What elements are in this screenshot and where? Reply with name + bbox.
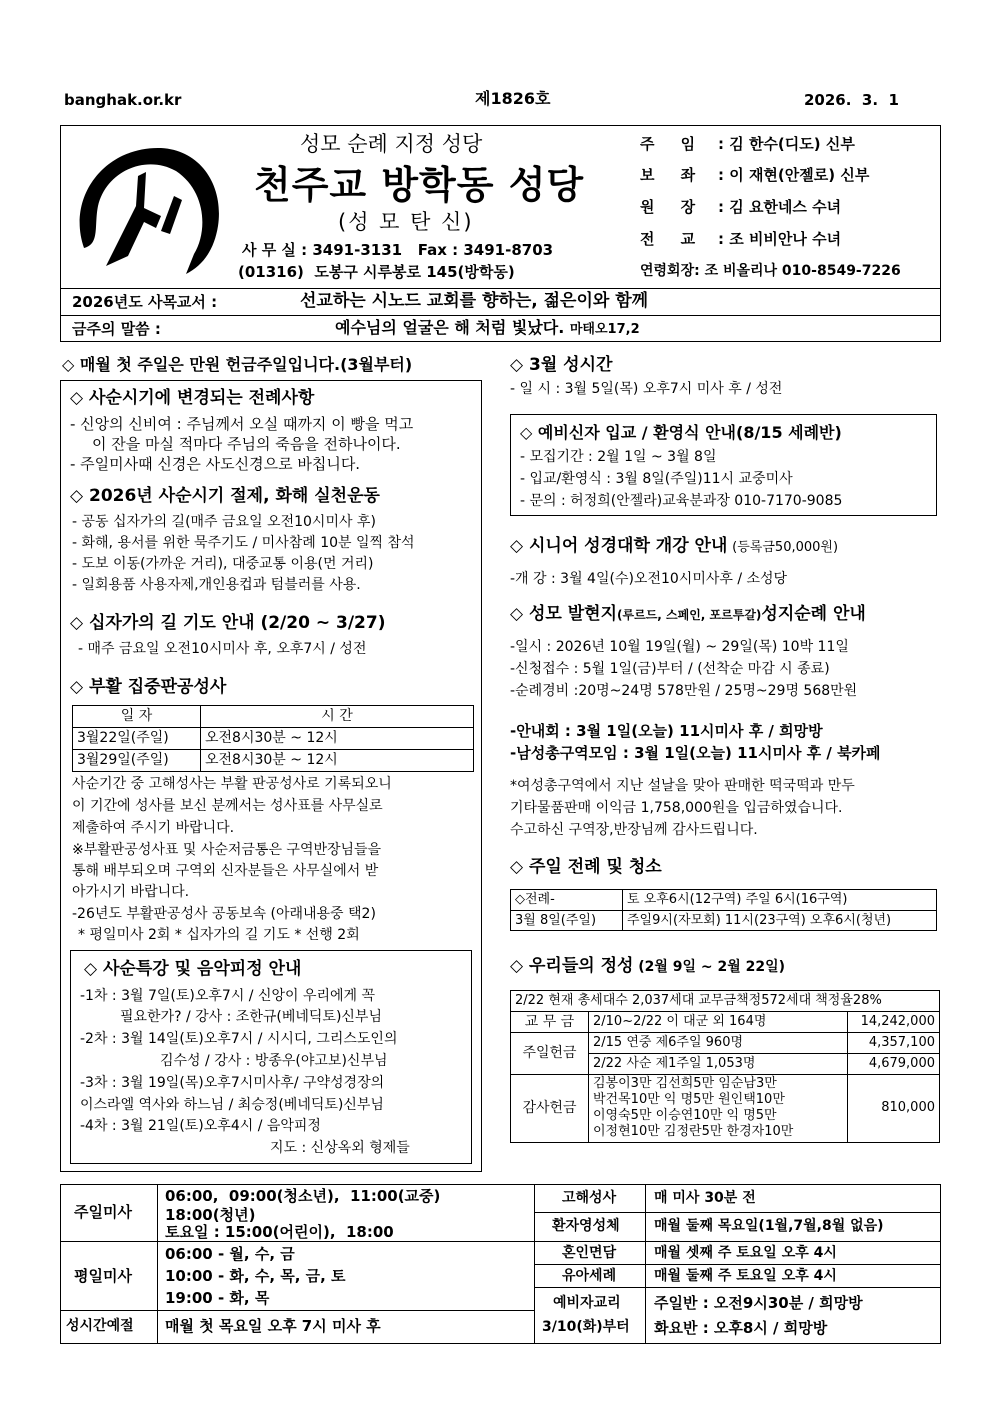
sunday-mass-2: 18:00(청년): [165, 1206, 256, 1224]
marriage-label: 혼인면담: [562, 1245, 617, 1261]
lecture-4: -4차 : 3월 21일(토)오후4시 / 음악피정: [80, 1118, 321, 1134]
table-cell: 14,242,000: [848, 1011, 940, 1033]
pilgrimage-2: -신청접수 : 5월 1일(금)부터 / (선착순 마감 시 종료): [510, 661, 830, 677]
pilgrimage-title-row: ◇ 성모 발현지(루르드, 스페인, 포르투갈)성지순례 안내: [510, 604, 866, 624]
confession-note-7: -26년도 부활판공성사 공동보속 (아래내용중 택2): [72, 906, 376, 922]
catechumen-2: - 입교/환영식 : 3월 8일(주일)11시 교중미사: [520, 471, 793, 487]
motto-label: 2026년도 사목교서 :: [72, 293, 218, 311]
site-url: banghak.or.kr: [64, 91, 182, 109]
weekday-mass-3: 19:00 - 화, 목: [165, 1289, 270, 1307]
women-note-3: 수고하신 구역장,반장님께 감사드립니다.: [510, 822, 758, 838]
catechism-label: 예비자교리: [553, 1295, 621, 1311]
parish-subtitle: 성모 순례 지정 성당: [300, 132, 483, 156]
infant-baptism-value: 매월 둘째 주 토요일 오후 4시: [654, 1268, 837, 1284]
lent-change-3: - 주일미사때 신경은 사도신경으로 바칩니다.: [70, 455, 361, 473]
sick-communion-value: 매월 둘째 목요일(1월,7월,8월 없음): [654, 1218, 884, 1234]
catechumen-title: ◇ 예비신자 입교 / 환영식 안내(8/15 세례반): [520, 423, 842, 442]
table-cell: 감사헌금: [511, 1074, 589, 1142]
parish-patron: (성 모 탄 신): [338, 210, 474, 234]
issue-number: 제1826호: [475, 89, 551, 108]
sick-communion-label: 환자영성체: [552, 1218, 620, 1234]
infant-baptism-label: 유아세례: [562, 1268, 617, 1284]
men-meeting: -남성총구역모임 : 3월 1일(오늘) 11시미사 후 / 북카페: [510, 744, 881, 762]
confession-note-3: 제출하여 주시기 바랍니다.: [72, 820, 235, 836]
confession-note-1: 사순기간 중 고해성사는 부활 판공성사로 기록되오니: [72, 776, 392, 792]
confession-value: 매 미사 30분 전: [654, 1190, 756, 1206]
catechumen-3: - 문의 : 허정희(안젤라)교육분과장 010-7170-9085: [520, 493, 843, 509]
pilgrimage-3: -순례경비 :20명~24명 578만원 / 25명~29명 568만원: [510, 683, 858, 699]
table-cell: 2/22 사순 제1주일 1,053명: [589, 1053, 848, 1074]
practice-3: - 도보 이동(가까운 거리), 대중교통 이용(먼 거리): [72, 556, 374, 572]
confession-note-4: ※부활판공성사표 및 사순저금통은 구역반장님들을: [72, 842, 382, 858]
practice-1: - 공동 십자가의 길(매주 금요일 오전10시미사 후): [72, 514, 376, 530]
staff-superior: 원 장 : 김 요한네스 수녀: [640, 198, 842, 216]
liturgy-title: ◇ 주일 전례 및 청소: [510, 857, 662, 877]
confession-note-5: 통해 배부되오며 구역외 신자분들은 사무실에서 받: [72, 863, 379, 879]
table-cell: 810,000: [848, 1074, 940, 1142]
table-cell: 교 무 금: [511, 1011, 589, 1033]
lent-change-1: - 신앙의 신비여 : 주님께서 오실 때까지 이 빵을 먹고: [70, 415, 414, 433]
lecture-2: -2차 : 3월 14일(토)오후7시 / 시시디, 그리스도인의: [80, 1031, 398, 1047]
table-cell: 2/15 연중 제6주일 960명: [589, 1033, 848, 1054]
table-cell: 주일헌금: [511, 1033, 589, 1074]
lecture-3b: 이스라엘 역사와 하느님 / 최승정(베네딕토)신부님: [80, 1097, 384, 1113]
first-sunday-note: ◇ 매월 첫 주일은 만원 헌금주일입니다.(3월부터): [62, 355, 413, 374]
parish-title: 천주교 방학동 성당: [254, 163, 585, 207]
table-cell: 김봉이3만 김선희5만 임순남3만 박건목10만 익 명5만 원인택10만 이영숙5만 이승연10만 익 명5만 이정현10만 김정란5만 한경자10만: [589, 1074, 848, 1142]
table-cell: 토 오후6시(12구역) 주일 6시(16구역): [623, 890, 937, 911]
sunday-mass-label: 주일미사: [74, 1203, 132, 1221]
marriage-value: 매월 셋째 주 토요일 오후 4시: [654, 1245, 837, 1261]
sunday-mass-3: 토요일 : 15:00(어린이), 18:00: [165, 1223, 394, 1241]
women-note-2: 기타물품판매 이익금 1,758,000원을 입금하였습니다.: [510, 800, 843, 816]
offering-title-row: ◇ 우리들의 정성 (2월 9일 ~ 2월 22일): [510, 956, 786, 976]
liturgy-table: [510, 889, 937, 931]
lecture-1: -1차 : 3월 7일(토)오후7시 / 신앙이 우리에게 꼭: [80, 988, 376, 1004]
staff-catechist: 전 교 : 조 비비안나 수녀: [640, 230, 842, 248]
pilgrimage-1: -일시 : 2026년 10월 19일(월) ~ 29일(목) 10박 11일: [510, 639, 849, 655]
lecture-2b: 김수성 / 강사 : 방종우(야고보)신부님: [160, 1053, 388, 1069]
table-cell: 3월 8일(주일): [511, 910, 623, 931]
issue-date: 2026. 3. 1: [804, 91, 899, 109]
practice-4: - 일회용품 사용자제,개인용컵과 텀블러를 사용.: [72, 577, 361, 593]
table-cell: 오전8시30분 ~ 12시: [201, 749, 474, 771]
lent-change-2: 이 잔을 마실 적마다 주님의 죽음을 전하나이다.: [92, 435, 401, 453]
sunday-mass-1: 06:00, 09:00(청소년), 11:00(교중): [165, 1187, 441, 1205]
confession-title: ◇ 부활 집중판공성사: [70, 677, 227, 697]
word-label: 금주의 말씀 :: [72, 320, 161, 338]
catechism-tuesday: 화요반 : 오후8시 / 희망방: [654, 1319, 828, 1337]
table-cell: ◇전례-: [511, 890, 623, 911]
office-address: (01316) 도봉구 시루봉로 145(방학동): [238, 263, 515, 281]
table-cell: 2/10~2/22 이 대군 외 164명: [589, 1011, 848, 1033]
women-note-1: *여성총구역에서 지난 설날을 맞아 판매한 떡국떡과 만두: [510, 778, 855, 794]
table-cell: 3월22일(주일): [73, 727, 201, 749]
table-cell: 3월29일(주일): [73, 749, 201, 771]
catechism-sunday: 주일반 : 오전9시30분 / 희망방: [654, 1294, 863, 1312]
catechumen-1: - 모집기간 : 2월 1일 ~ 3월 8일: [520, 449, 717, 465]
confession-table: [72, 705, 474, 772]
table-cell: 오전8시30분 ~ 12시: [201, 727, 474, 749]
march-sacrament-title: ◇ 3월 성시간: [510, 355, 613, 375]
table-cell: 4,679,000: [848, 1053, 940, 1074]
table-header: 일 자: [73, 706, 201, 728]
senior-title-row: ◇ 시니어 성경대학 개강 안내 (등록금50,000원): [510, 536, 839, 556]
weekday-mass-label: 평일미사: [74, 1267, 132, 1285]
practice-title: ◇ 2026년 사순시기 절제, 화해 실천운동: [70, 486, 380, 506]
staff-assistant: 보 좌 : 이 재현(안젤로) 신부: [640, 166, 870, 184]
staff-pastor: 주 임 : 김 한수(디도) 신부: [640, 135, 855, 153]
march-sacrament-text: - 일 시 : 3월 5일(목) 오후7시 미사 후 / 성전: [510, 381, 783, 397]
council-contact: 연령회장: 조 비올리나 010-8549-7226: [640, 263, 901, 279]
confession-note-2: 이 기간에 성사를 보신 분께서는 성사표를 사무실로: [72, 798, 383, 814]
table-header: 시 간: [201, 706, 474, 728]
confession-note-6: 아가시기 바랍니다.: [72, 884, 190, 900]
catechism-date: 3/10(화)부터: [542, 1319, 630, 1335]
stations-title: ◇ 십자가의 길 기도 안내 (2/20 ~ 3/27): [70, 613, 386, 633]
weekday-mass-2: 10:00 - 화, 수, 목, 금, 토: [165, 1267, 346, 1285]
confession-label: 고해성사: [562, 1190, 617, 1206]
lecture-1b: 필요한가? / 강사 : 조한규(베네딕토)신부님: [120, 1009, 382, 1025]
weekday-mass-1: 06:00 - 월, 수, 금: [165, 1245, 295, 1263]
lecture-4b: 지도 : 신상옥외 형제들: [270, 1140, 410, 1156]
pilgrimage-meeting: -안내회 : 3월 1일(오늘) 11시미사 후 / 희망방: [510, 722, 823, 740]
table-cell: 4,357,100: [848, 1033, 940, 1054]
office-contact: 사 무 실 : 3491-3131 Fax : 3491-8703: [242, 241, 554, 259]
practice-2: - 화해, 용서를 위한 묵주기도 / 미사참례 10분 일찍 참석: [72, 535, 415, 551]
holyhour-label: 성시간예절: [66, 1318, 134, 1334]
lecture-3: -3차 : 3월 19일(목)오후7시미사후/ 구약성경장의: [80, 1075, 385, 1091]
confession-note-8: * 평일미사 2회 * 십자가의 길 기도 * 선행 2회: [78, 927, 360, 943]
senior-text: -개 강 : 3월 4일(수)오전10시미사후 / 소성당: [510, 571, 788, 587]
lecture-title: ◇ 사순특강 및 음악피정 안내: [84, 959, 302, 979]
table-cell: 2/22 현재 총세대수 2,037세대 교무금책정572세대 책정율28%: [511, 991, 940, 1012]
motto-text: 선교하는 시노드 교회를 향하는, 젊은이와 함께: [300, 291, 649, 311]
table-cell: 주일9시(자모회) 11시(23구역) 오후6시(청년): [623, 910, 937, 931]
word-text: 예수님의 얼굴은 해 처럼 빛났다. 마태오17,2: [335, 318, 640, 337]
parish-logo-icon: [66, 136, 226, 282]
offering-table: [510, 990, 940, 1143]
lent-changes-title: ◇ 사순시기에 변경되는 전례사항: [70, 388, 315, 408]
holyhour-value: 매월 첫 목요일 오후 7시 미사 후: [165, 1317, 381, 1335]
stations-text: - 매주 금요일 오전10시미사 후, 오후7시 / 성전: [78, 641, 367, 657]
